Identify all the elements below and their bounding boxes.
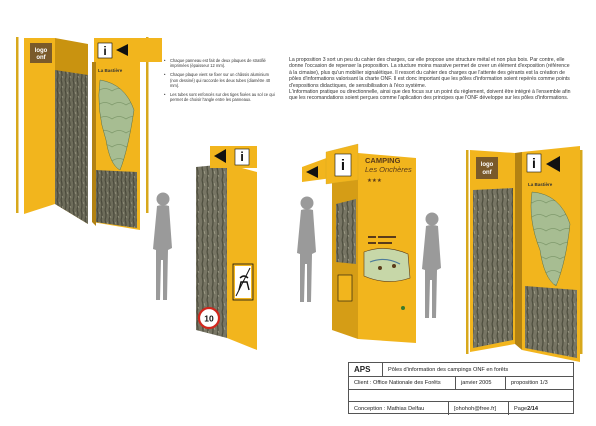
person-silhouette [153,193,172,301]
bullet-item: • Chaque plaque vient se fixer sur un châssis aluminium (non dessiné) qui raccorde les deux tubes (diamètre 40 mm). [164,72,276,88]
bark-image [525,286,577,358]
email-field: [ohohoh@free.fr] [449,402,509,415]
panel-edge [92,62,96,226]
phase-label: APS [349,363,383,376]
conception-row [349,401,573,415]
direction-line [378,236,396,238]
client-field: Client : Office Nationale des Forêts [349,377,456,389]
spacer-row [349,390,573,401]
panel-edge [515,152,522,350]
bark-image [473,188,513,348]
map-title: La Bastière [98,68,123,73]
logo-text: logo [480,162,494,168]
bullet-item: • Les tubes sont enfoncés sur des tiges fixées au sol ce qui permet de choisir l'angle entre les panneaux. [164,92,276,102]
bark-image [95,170,137,228]
title-block [348,362,574,414]
info-header-wing [132,38,162,62]
page-field [509,402,575,415]
camping-name: Les Onchères [365,165,412,174]
info-icon: i [103,44,107,58]
direction-line [368,236,376,238]
description-paragraph: La proposition 3 sort un peu du cahier des charges, car elle propose une structure métal et non plus bois. Par contre, elle donne l'occasion de repenser la proposition. La stucture moins massive permet de creer un élément d'exposition (référence à la cimaise), plus qu'un mobilier signalétique. Il ressort du cahier des charges que l'attente des gérants est la création de pôles d'informations valorisant la charte ONF. Il est donc important que les pôles d'information soient repérés comme points d'expositions didactiques, de sensibilisation à l'éco système. [289,57,570,89]
map-marker [378,266,382,270]
info-icon: i [532,155,536,171]
camping-title: CAMPING [365,156,401,165]
yellow-face [227,164,257,350]
support-tube [146,37,149,213]
bark-face [336,199,356,264]
person-silhouette [422,213,441,319]
person-silhouette [297,197,316,303]
panel-left-front [24,38,55,214]
page-label: Page [514,405,528,412]
sign-totem-3 [466,146,583,362]
campsite-map [364,248,410,281]
sign-totem-1 [196,146,257,350]
speed-limit-value: 10 [204,313,214,324]
direction-line [378,242,392,244]
map-marker [392,264,396,268]
sign-totem-2 [302,144,416,343]
description-paragraph: L'information pratique ou directionnelle, ainsi que des focus sur un point du règlement, doivent être intégré à l'ensemble afin que les recomandations soient perçues comme l'aplication des principes que l'ONF développe sur les pôles d'informations. [289,89,571,102]
camping-stars: ★★★ [367,178,382,184]
support-tube [466,150,469,354]
client-row [349,377,573,390]
support-tube [16,37,19,213]
info-icon: i [240,149,244,164]
bark-image [55,70,88,224]
date-field: janvier 2005 [456,377,506,389]
document-title: Pôles d'information des campings ONF en forêts [388,366,509,373]
logo-text: onf [36,55,46,61]
support-tube [580,150,583,354]
pictogram-frame [338,275,352,301]
designer-field: Conception : Mathias Delfau [349,402,449,415]
bullet-item: • Chaque panneau est fait de deux plaques de stratifié imprimées (épaisseur 12 mm). [164,58,276,68]
exploded-view [16,37,162,230]
logo-text: logo [34,48,48,54]
info-icon: i [340,157,346,174]
title-row [349,363,573,377]
map-title: La Bastière [528,182,553,187]
onf-mark [401,306,405,310]
page-number: 2/14 [527,405,538,412]
direction-line [368,242,376,244]
logo-text: onf [482,170,492,176]
proposition-field: proposition 1/3 [511,380,548,386]
